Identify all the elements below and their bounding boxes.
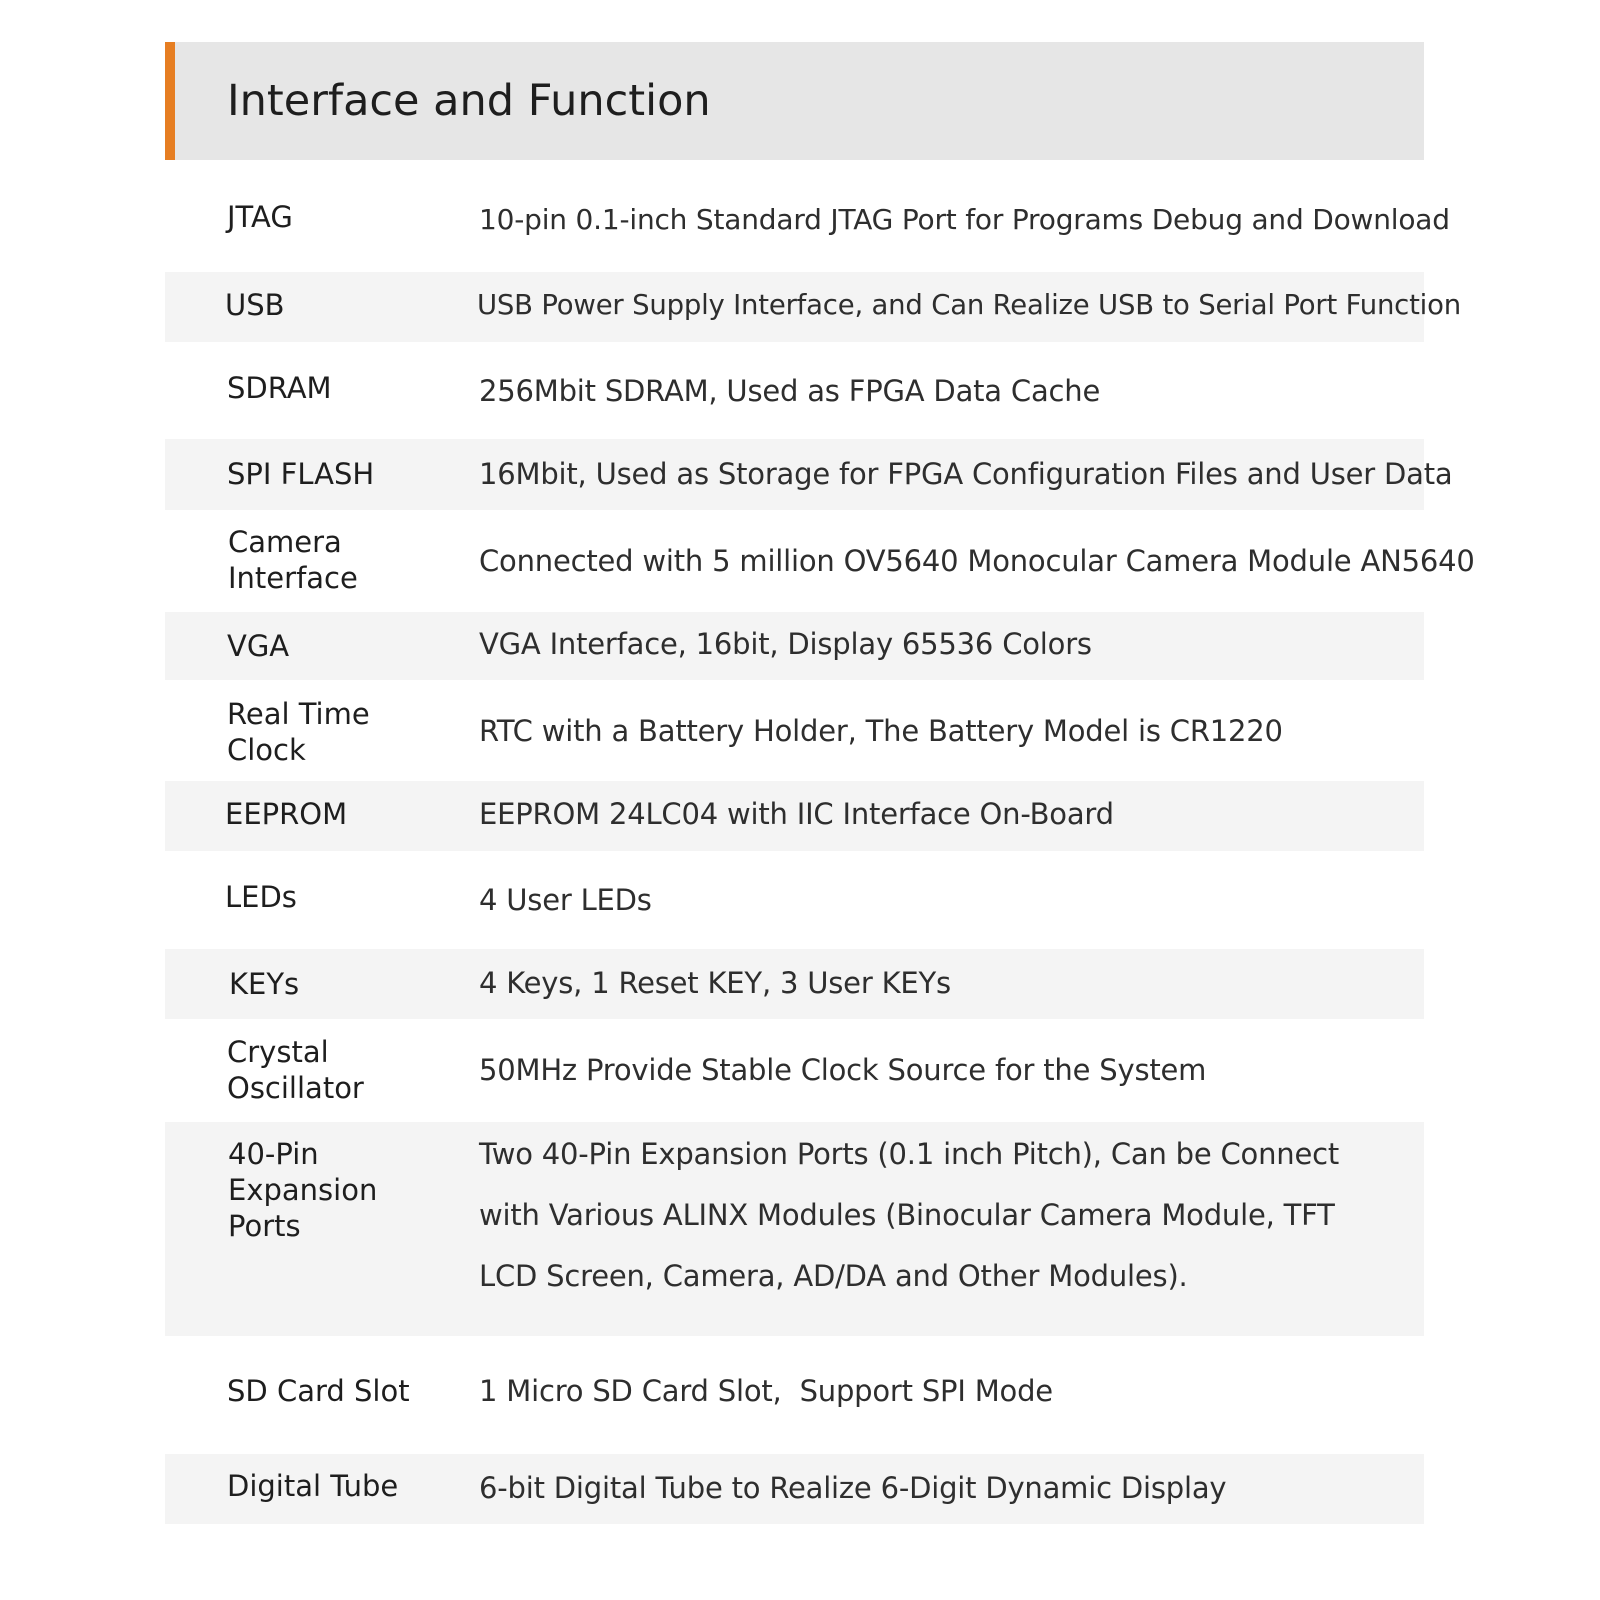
spec-row-camera-interface (165, 510, 1475, 612)
section-header (165, 42, 1424, 160)
spec-row-leds (165, 851, 1424, 949)
spec-name: Camera Interface (228, 525, 358, 595)
spec-name: SD Card Slot (227, 1374, 410, 1408)
spec-row-crystal-oscillator (165, 1019, 1424, 1122)
spec-description: 16Mbit, Used as Storage for FPGA Configuration Files and User Data (479, 457, 1453, 491)
spec-row-40-pin-expansion-ports (165, 1122, 1424, 1336)
spec-name: LEDs (225, 880, 297, 914)
spec-name: 40-Pin Expansion Ports (228, 1137, 378, 1243)
spec-row-jtag (165, 170, 1450, 272)
spec-name: Digital Tube (227, 1469, 399, 1503)
spec-description: 1 Micro SD Card Slot, Support SPI Mode (479, 1374, 1053, 1408)
spec-name: Real Time Clock (227, 697, 370, 767)
spec-name: JTAG (227, 200, 293, 234)
spec-description: USB Power Supply Interface, and Can Realize USB to Serial Port Function (477, 289, 1461, 321)
spec-row-sd-card-slot (165, 1336, 1424, 1454)
spec-description: RTC with a Battery Holder, The Battery Model is CR1220 (479, 714, 1283, 748)
spec-name: SPI FLASH (227, 457, 375, 491)
spec-name: KEYs (229, 967, 300, 1001)
spec-name: EEPROM (225, 797, 348, 831)
spec-row-usb (165, 272, 1461, 342)
spec-name: SDRAM (227, 371, 332, 405)
spec-description: 4 Keys, 1 Reset KEY, 3 User KEYs (479, 966, 951, 1000)
spec-description: EEPROM 24LC04 with IIC Interface On-Board (479, 797, 1114, 831)
spec-description: Two 40-Pin Expansion Ports (0.1 inch Pitch), Can be Connect with Various ALINX Modules (Binocular Camera Module, TFT LCD Screen, Camera, AD/DA and Other Modules). (479, 1137, 1340, 1293)
spec-row-sdram (165, 342, 1424, 439)
spec-name: USB (225, 288, 285, 322)
spec-description: 10-pin 0.1-inch Standard JTAG Port for Programs Debug and Download (479, 203, 1450, 236)
header-accent-bar (165, 42, 175, 160)
spec-name: Crystal Oscillator (227, 1035, 364, 1105)
spec-row-eeprom (165, 781, 1424, 851)
spec-row-spi-flash (165, 439, 1453, 510)
spec-description: 256Mbit SDRAM, Used as FPGA Data Cache (479, 374, 1101, 408)
spec-row-vga (165, 612, 1424, 680)
spec-description: 4 User LEDs (479, 883, 652, 917)
spec-row-keys (165, 949, 1424, 1019)
spec-description: VGA Interface, 16bit, Display 65536 Colors (479, 627, 1092, 661)
spec-description: 6-bit Digital Tube to Realize 6-Digit Dynamic Display (479, 1471, 1227, 1505)
spec-row-real-time-clock (165, 680, 1424, 781)
spec-row-digital-tube (165, 1454, 1424, 1524)
spec-name: VGA (227, 629, 290, 663)
section-title: Interface and Function (227, 76, 711, 126)
spec-description: Connected with 5 million OV5640 Monocular Camera Module AN5640 (479, 544, 1475, 578)
spec-description: 50MHz Provide Stable Clock Source for the System (479, 1053, 1207, 1087)
